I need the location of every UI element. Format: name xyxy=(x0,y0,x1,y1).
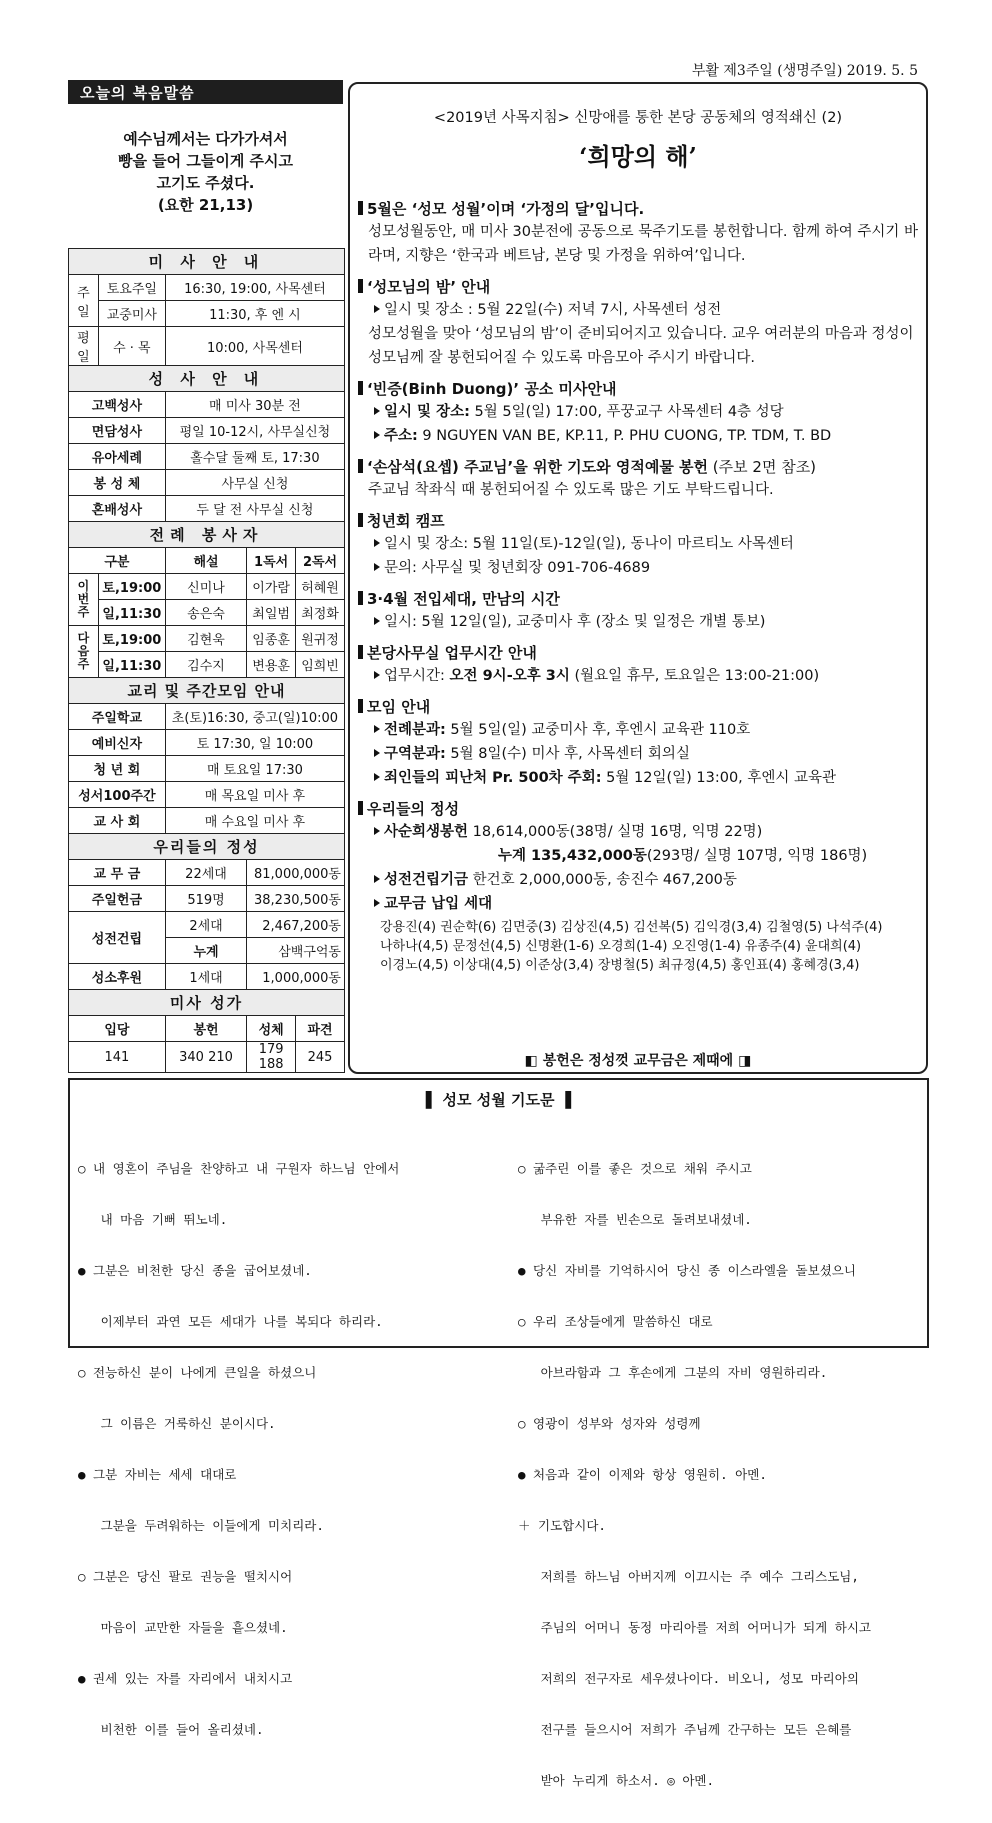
prayer-line: 이제부터 과연 모든 세대가 나를 복되다 하리라. xyxy=(78,1314,383,1329)
minister-reader1: 최일범 xyxy=(247,600,296,626)
building-fund-total-label: 누계 xyxy=(165,938,246,964)
prayer-line: 그 이름은 거룩하신 분이시다. xyxy=(78,1416,276,1431)
mass-name: 수 · 목 xyxy=(98,327,165,366)
prayer-line: 전구를 들으시어 저희가 주님께 간구하는 모든 은혜를 xyxy=(518,1722,852,1737)
meeting-name: 교 사 회 xyxy=(69,808,166,834)
minister-day: 토,19:00 xyxy=(98,626,165,652)
pastoral-guideline: <2019년 사목지침> 신망애를 통한 본당 공동체의 영적쇄신 (2) xyxy=(433,110,843,126)
mass-time: 16:30, 19:00, 사목센터 xyxy=(165,275,344,301)
minister-reader2: 최정화 xyxy=(296,600,345,626)
section-text: 성모성월동안, 매 미사 30분전에 공동으로 묵주기도를 봉헌합니다. 함께 하여 주시기 바라며, 지향은 ‘한국과 베트남, 본당 및 가정을 위하여’입니다. xyxy=(368,224,918,264)
triangle-icon xyxy=(374,899,380,907)
vocation-support-count: 1세대 xyxy=(165,964,246,990)
info-table xyxy=(68,248,345,1073)
hymn-value: 141 xyxy=(69,1042,166,1073)
mass-time: 11:30, 후 엔 시 xyxy=(165,301,344,327)
gospel-line: 빵을 들어 그들이게 주시고 xyxy=(117,152,294,170)
section-title: ‘손삼석(요셉) 주교님’을 위한 기도와 영적예물 봉헌 (주보 2면 참조) xyxy=(358,456,918,478)
meeting-name: 성서100주간 xyxy=(69,782,166,808)
this-week-label: 이번주 xyxy=(69,574,99,626)
hymn-value: 340 210 xyxy=(165,1042,246,1073)
triangle-icon xyxy=(374,749,380,757)
prayer-title: ▌ 성모 성월 기도문 ▐ xyxy=(425,1091,572,1109)
section-title: ‘성모님의 밤’ 안내 xyxy=(358,276,918,298)
hymns-heading: 미사 성가 xyxy=(69,990,345,1016)
gospel-line: 예수님께서는 다가가셔서 xyxy=(123,130,288,148)
offering-count: 519명 xyxy=(165,886,246,912)
vocation-support-name: 성소후원 xyxy=(69,964,166,990)
sacrament-name: 혼배성사 xyxy=(69,496,166,522)
triangle-icon xyxy=(374,563,380,571)
bullet-icon xyxy=(358,459,363,473)
sacrament-value: 두 달 전 사무실 신청 xyxy=(165,496,344,522)
section-item: 사순희생봉헌 18,614,000동(38명/ 실명 16명, 익명 22명) xyxy=(358,820,918,844)
minister-day: 일,11:30 xyxy=(98,600,165,626)
prayer-right-column xyxy=(518,1126,871,1823)
minister-commentator: 송은숙 xyxy=(165,600,246,626)
triangle-icon xyxy=(374,617,380,625)
minister-day: 일,11:30 xyxy=(98,652,165,678)
minister-reader1: 이가람 xyxy=(247,574,296,600)
hymn-value: 245 xyxy=(296,1042,345,1073)
gospel-heading: 오늘의 복음말씀 xyxy=(68,80,343,104)
bulletin-date: 부활 제3주일 (생명주일) 2019. 5. 5 xyxy=(691,63,918,79)
section-title: 5월은 ‘성모 성월’이며 ‘가정의 달’입니다. xyxy=(358,198,918,220)
triangle-icon xyxy=(374,725,380,733)
section-title: 본당사무실 업무시간 안내 xyxy=(358,642,918,664)
prayer-line: ● 당신 자비를 기억하시어 당신 종 이스라엘을 돌보셨으니 xyxy=(518,1263,856,1278)
prayer-line: 비천한 이를 들어 올리셨네. xyxy=(78,1722,264,1737)
meetings-heading: 교리 및 주간모임 안내 xyxy=(69,678,345,704)
prayer-line: 부유한 자를 빈손으로 돌려보내셨네. xyxy=(518,1212,752,1227)
prayer-line: 아브라함과 그 후손에게 그분의 자비 영원하리라. xyxy=(518,1365,828,1380)
offering-amount: 81,000,000동 xyxy=(247,860,345,886)
sunday-label: 주일 xyxy=(69,275,99,327)
minister-reader1: 변용훈 xyxy=(247,652,296,678)
section-item: 업무시간: 오전 9시-오후 3시 (월요일 휴무, 토요일은 13:00-21:00) xyxy=(358,664,918,688)
triangle-icon xyxy=(374,875,380,883)
bullet-icon xyxy=(358,699,363,713)
section-title: 모임 안내 xyxy=(358,696,918,718)
main-title: ‘희망의 해’ xyxy=(579,142,697,171)
triangle-icon xyxy=(374,539,380,547)
donor-names xyxy=(358,918,918,975)
prayer-line: ● 처음과 같이 이제와 항상 영원히. 아멘. xyxy=(518,1467,767,1482)
section-title: ‘빈증(Binh Duong)’ 공소 미사안내 xyxy=(358,378,918,400)
building-fund-count: 2세대 xyxy=(165,912,246,938)
sacrament-name: 면담성사 xyxy=(69,418,166,444)
triangle-icon xyxy=(374,407,380,415)
sacrament-value: 홀수달 둘째 토, 17:30 xyxy=(165,444,344,470)
triangle-icon xyxy=(374,827,380,835)
meeting-value: 매 토요일 17:30 xyxy=(165,756,344,782)
section-text: 성모성월을 맞아 ‘성모님의 밤’이 준비되어지고 있습니다. 교우 여러분의 마음과 정성이 성모님께 잘 봉헌되어질 수 있도록 마음모아 주시기 바랍니다. xyxy=(368,326,914,366)
building-fund-amount: 2,467,200동 xyxy=(247,912,345,938)
offering-reminder: ◧ 봉헌은 정성껏 교무금은 제때에 ◨ xyxy=(524,1053,752,1069)
prayer-line: ● 권세 있는 자를 자리에서 내치시고 xyxy=(78,1671,293,1686)
minister-commentator: 김현욱 xyxy=(165,626,246,652)
prayer-line: 그분을 두려워하는 이들에게 미치리라. xyxy=(78,1518,324,1533)
donor-line: 이경노(4,5) 이상대(4,5) 이준상(3,4) 장병철(5) 최규정(4,5) 홍인표(4) 홍혜경(3,4) xyxy=(380,958,860,973)
ministers-header: 해설 xyxy=(165,548,246,574)
triangle-icon xyxy=(374,773,380,781)
meeting-name: 예비신자 xyxy=(69,730,166,756)
section-item: 문의: 사무실 및 청년회장 091-706-4689 xyxy=(358,556,918,580)
sacrament-name: 유아세례 xyxy=(69,444,166,470)
ministers-header: 1독서 xyxy=(247,548,296,574)
bullet-icon xyxy=(358,201,363,215)
hymn-header: 파견 xyxy=(296,1016,345,1042)
sacrament-value: 평일 10-12시, 사무실신청 xyxy=(165,418,344,444)
bullet-icon xyxy=(358,591,363,605)
gospel-verse xyxy=(68,128,343,216)
minister-reader2: 임희빈 xyxy=(296,652,345,678)
hymn-header: 입당 xyxy=(69,1016,166,1042)
mass-name: 교중미사 xyxy=(98,301,165,327)
sacrament-value: 사무실 신청 xyxy=(165,470,344,496)
meeting-name: 청 년 회 xyxy=(69,756,166,782)
minister-commentator: 김수지 xyxy=(165,652,246,678)
bullet-icon xyxy=(358,279,363,293)
ministers-heading: 전례 봉사자 xyxy=(69,522,345,548)
offering-name: 교 무 금 xyxy=(69,860,166,886)
section-item: 일시 및 장소: 5월 11일(토)-12일(일), 동나이 마르티노 사목센터 xyxy=(358,532,918,556)
bullet-icon xyxy=(358,381,363,395)
offering-amount: 38,230,500동 xyxy=(247,886,345,912)
section-item: 주소: 9 NGUYEN VAN BE, KP.11, P. PHU CUONG, TP. TDM, T. BD xyxy=(358,424,918,448)
offering-name: 주일헌금 xyxy=(69,886,166,912)
section-item: 일시: 5월 12일(일), 교중미사 후 (장소 및 일정은 개별 통보) xyxy=(358,610,918,634)
meeting-name: 주일학교 xyxy=(69,704,166,730)
prayer-line: ● 그분 자비는 세세 대대로 xyxy=(78,1467,237,1482)
prayer-line: ○ 영광이 성부와 성자와 성령께 xyxy=(518,1416,701,1431)
prayer-line: ○ 그분은 당신 팔로 권능을 떨치시어 xyxy=(78,1569,293,1584)
sacrament-name: 봉 성 체 xyxy=(69,470,166,496)
vocation-support-amount: 1,000,000동 xyxy=(247,964,345,990)
building-fund-total: 삼백구억동 xyxy=(247,938,345,964)
prayer-line: ● 그분은 비천한 당신 종을 굽어보셨네. xyxy=(78,1263,312,1278)
triangle-icon xyxy=(374,671,380,679)
minister-reader2: 원귀정 xyxy=(296,626,345,652)
building-fund-name: 성전건립 xyxy=(69,912,166,964)
bullet-icon xyxy=(358,645,363,659)
minister-reader1: 임종훈 xyxy=(247,626,296,652)
triangle-icon xyxy=(374,305,380,313)
bullet-icon xyxy=(358,801,363,815)
sacraments-heading: 성 사 안 내 xyxy=(69,366,345,392)
offering-count: 22세대 xyxy=(165,860,246,886)
mass-time: 10:00, 사목센터 xyxy=(165,327,344,366)
gospel-line: 고기도 주셨다. xyxy=(156,174,255,192)
minister-reader2: 허혜원 xyxy=(296,574,345,600)
weekday-label: 평일 xyxy=(69,327,99,366)
prayer-line: 저희의 전구자로 세우셨나이다. 비오니, 성모 마리아의 xyxy=(518,1671,859,1686)
section-item: 일시 및 장소 : 5월 22일(수) 저녁 7시, 사목센터 성전 xyxy=(358,298,918,322)
section-item: 죄인들의 피난처 Pr. 500차 주회: 5월 12일(일) 13:00, 후엔시 교육관 xyxy=(358,766,918,790)
section-text: 주교님 착좌식 때 봉헌되어질 수 있도록 많은 기도 부탁드립니다. xyxy=(368,482,774,498)
prayer-left-column xyxy=(78,1126,399,1772)
next-week-label: 다음주 xyxy=(69,626,99,678)
ministers-header: 2독서 xyxy=(296,548,345,574)
minister-day: 토,19:00 xyxy=(98,574,165,600)
section-item: 구역분과: 5월 8일(수) 미사 후, 사목센터 회의실 xyxy=(358,742,918,766)
prayer-line: 마음이 교만한 자들을 흩으셨네. xyxy=(78,1620,288,1635)
meeting-value: 매 수요일 미사 후 xyxy=(165,808,344,834)
meeting-value: 토 17:30, 일 10:00 xyxy=(165,730,344,756)
prayer-line: 내 마음 기뻐 뛰노네. xyxy=(78,1212,228,1227)
prayer-box xyxy=(68,1078,929,1788)
meeting-value: 매 목요일 미사 후 xyxy=(165,782,344,808)
section-item: 전례분과: 5월 5일(일) 교중미사 후, 후엔시 교육관 110호 xyxy=(358,718,918,742)
prayer-line: ○ 우리 조상들에게 말씀하신 대로 xyxy=(518,1314,713,1329)
bullet-icon xyxy=(358,513,363,527)
mass-name: 토요주일 xyxy=(98,275,165,301)
hymn-value: 179 188 xyxy=(247,1042,296,1073)
hymn-header: 성체 xyxy=(247,1016,296,1042)
section-title: 3·4월 전입세대, 만남의 시간 xyxy=(358,588,918,610)
section-item: 누계 135,432,000동(293명/ 실명 107명, 익명 186명) xyxy=(498,848,868,864)
mass-heading: 미 사 안 내 xyxy=(69,249,345,275)
prayer-line: 받아 누리게 하소서. ◎ 아멘. xyxy=(518,1773,715,1788)
section-title: 우리들의 정성 xyxy=(358,798,918,820)
ministers-header: 구분 xyxy=(69,548,166,574)
prayer-line: 주님의 어머니 동정 마리아를 저희 어머니가 되게 하시고 xyxy=(518,1620,871,1635)
donor-line: 강용진(4) 권순학(6) 김면중(3) 김상진(4,5) 김선복(5) 김익경(3,4) 김철영(5) 나석주(4) xyxy=(380,920,883,935)
prayer-line: ○ 전능하신 분이 나에게 큰일을 하셨으니 xyxy=(78,1365,317,1380)
prayer-line: ○ 굶주린 이를 좋은 것으로 채워 주시고 xyxy=(518,1161,752,1176)
meeting-value: 초(토)16:30, 중고(일)10:00 xyxy=(165,704,344,730)
hymn-header: 봉헌 xyxy=(165,1016,246,1042)
section-title: 청년회 캠프 xyxy=(358,510,918,532)
prayer-line: ＋ 기도합시다. xyxy=(518,1518,606,1533)
announcements-box xyxy=(348,82,928,1074)
section-item: 성전건립기금 한건호 2,000,000동, 송진수 467,200동 xyxy=(358,868,918,892)
offerings-heading: 우리들의 정성 xyxy=(69,834,345,860)
sacrament-name: 고백성사 xyxy=(69,392,166,418)
prayer-line: ○ 내 영혼이 주님을 찬양하고 내 구원자 하느님 안에서 xyxy=(78,1161,400,1176)
triangle-icon xyxy=(374,431,380,439)
gospel-reference: (요한 21,13) xyxy=(157,196,254,214)
minister-commentator: 신미나 xyxy=(165,574,246,600)
section-item: 일시 및 장소: 5월 5일(일) 17:00, 푸꿍교구 사목센터 4층 성당 xyxy=(358,400,918,424)
sacrament-value: 매 미사 30분 전 xyxy=(165,392,344,418)
section-item: 교무금 납입 세대 xyxy=(358,892,918,916)
prayer-line: 저희를 하느님 아버지께 이끄시는 주 예수 그리스도님, xyxy=(518,1569,859,1584)
donor-line: 나하나(4,5) 문정선(4,5) 신명환(1-6) 오경희(1-4) 오진영(1-4) 유종주(4) 윤대희(4) xyxy=(380,939,862,954)
